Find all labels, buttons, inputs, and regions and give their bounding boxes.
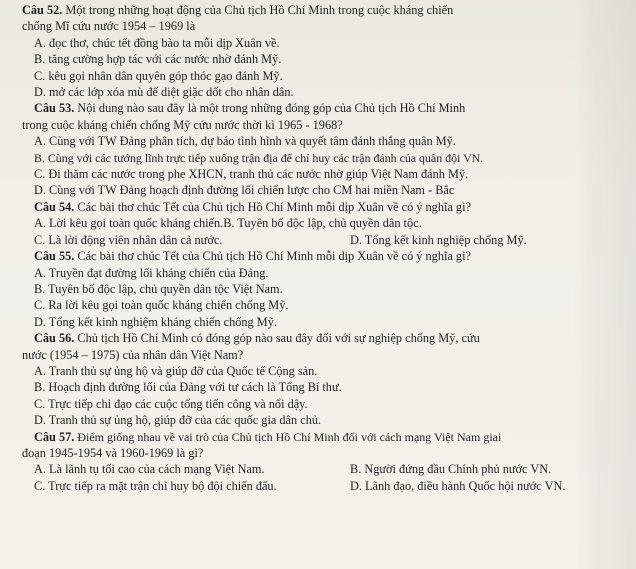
option-c: C. Trực tiếp chỉ đạo các cuộc tổng tiến công và nổi dậy. <box>34 396 308 411</box>
option-d: D. Tổng kết kinh nghiệp chống Mỹ. <box>350 232 527 247</box>
question-53-stem <box>22 100 627 116</box>
option-d: D. Cùng với TW Đảng hoạch định đường lối chiến lược cho CM hai miền Nam - Bắc <box>34 183 455 198</box>
question-label: Câu 55. <box>34 249 75 264</box>
option-a: A. đọc thơ, chúc tết đồng bào ta mỗi dịp Xuân về. <box>34 35 280 50</box>
option-d: D. Lãnh đạo, điều hành Quốc hội nước VN. <box>350 478 566 493</box>
option-c: C. Trực tiếp ra mặt trận chỉ huy bộ đội chiến đấu. <box>34 478 277 493</box>
question-label: Câu 57. <box>34 429 75 444</box>
question-stem-text: Các bài thơ chúc Tết của Chủ tịch Hồ Chí Minh mỗi dịp Xuân về có ý nghĩa gì? <box>74 249 471 264</box>
question-stem-text: Các bài thơ chúc Tết của Chủ tịch Hồ Chí Minh mỗi dịp Xuân về có ý nghĩa gì? <box>74 199 471 214</box>
option-a: A. Cùng với TW Đảng phân tích, dự báo tình hình và quyết tâm đánh thắng quân Mỹ. <box>34 134 456 149</box>
option-c: C. kêu gọi nhân dân quyên góp thóc gạo đánh Mỹ. <box>34 68 283 83</box>
question-stem-continuation: đoạn 1945-1954 và 1960-1969 là gì? <box>22 445 204 460</box>
option-b: B. Hoạch định đường lối của Đảng với tư cách là Tổng Bí thư. <box>34 380 342 395</box>
question-stem-continuation: trong cuộc kháng chiến chống Mỹ cứu nước thời kì 1965 - 1968? <box>22 117 343 132</box>
option-row-cd <box>22 478 627 494</box>
option-ab: A. Lời kêu gọi toàn quốc kháng chiến.B. Tuyên bố độc lập, chủ quyền dân tộc. <box>34 216 422 231</box>
question-stem-continuation: nước (1954 – 1975) của nhân dân Việt Nam? <box>22 347 244 362</box>
question-stem-text: Một trong những hoạt động của Chủ tịch Hồ Chí Minh trong cuộc kháng chiến <box>62 3 454 17</box>
option-b: B. Cùng với các tướng lĩnh trực tiếp xuống trận địa để chỉ huy các trận đánh của quân đội VN. <box>34 150 484 165</box>
option-b: B. Người đứng đầu Chính phủ nước VN. <box>350 462 552 477</box>
option-row-cd <box>22 232 627 248</box>
question-57-stem <box>22 429 627 445</box>
question-stem-text: Điểm giống nhau về vai trò của Chủ tịch Hồ Chí Minh đối với cách mạng Việt Nam giai <box>74 429 502 444</box>
option-a: A. Là lãnh tụ tối cao của cách mạng Việt Nam. <box>34 462 265 477</box>
option-c: C. Ra lời kêu gọi toàn quốc kháng chiến chống Mỹ. <box>34 298 289 313</box>
question-label: Câu 52. <box>22 3 63 17</box>
option-d: D. Tổng kết kinh nghiệm kháng chiến chống Mỹ. <box>34 314 277 329</box>
option-a: A. Truyền đạt đường lối kháng chiến của Đảng. <box>34 265 269 280</box>
option-row-ab <box>22 461 627 477</box>
option-c: C. Là lời động viên nhân dân cả nước. <box>34 232 223 247</box>
question-52-stem <box>22 2 627 18</box>
question-stem-text: Chủ tịch Hồ Chí Minh có đóng góp nào sau đây đối với sự nghiệp chống Mỹ, cứu <box>74 331 480 346</box>
option-b: B. tăng cường hợp tác với các nước nhờ đánh Mỹ. <box>34 52 282 67</box>
question-label: Câu 53. <box>34 101 75 116</box>
option-c: C. Đi thăm các nước trong phe XHCN, tranh thủ các nước nhờ giúp Việt Nam đánh Mỹ. <box>34 167 469 182</box>
question-list <box>22 2 627 494</box>
question-stem-text: Nội dung nào sau đây là một trong những đóng góp của Chủ tịch Hồ Chí Minh <box>74 101 466 116</box>
option-d: D. mở các lớp xóa mù để diệt giặc dốt cho nhân dân. <box>34 85 294 100</box>
question-56-stem <box>22 330 627 346</box>
option-b: B. Tuyên bố độc lập, chủ quyền dân tộc Việt Nam. <box>34 281 283 296</box>
option-a: A. Tranh thủ sự ủng hộ và giúp đỡ của Quốc tế Cộng sản. <box>34 363 318 378</box>
question-label: Câu 54. <box>34 199 75 214</box>
option-d: D. Tranh thủ sự ủng hộ, giúp đỡ của các quốc gia dân chủ. <box>34 413 322 428</box>
question-stem-continuation: chống Mĩ cứu nước 1954 – 1969 là <box>22 19 196 34</box>
question-55-stem <box>22 248 627 264</box>
question-54-stem <box>22 199 627 215</box>
question-label: Câu 56. <box>34 331 75 346</box>
